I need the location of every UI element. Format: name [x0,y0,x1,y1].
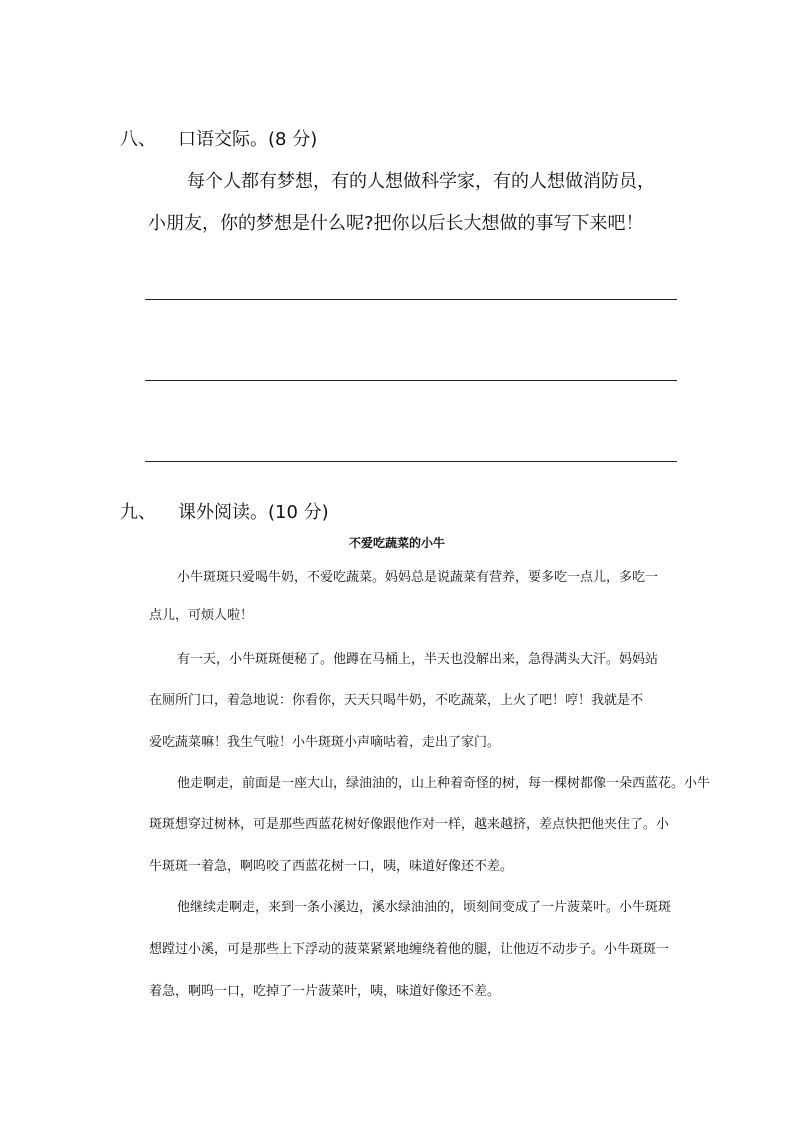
section-9-heading [120,501,329,525]
answer-line-2[interactable] [145,380,677,381]
story-line: 着急，啊呜一口，吃掉了一片菠菜叶，咦，味道好像还不差。 [149,984,501,999]
story-line: 在厕所门口，着急地说：你看你，天天只喝牛奶，不吃蔬菜，上火了吧！哼！我就是不 [149,693,644,708]
story-line: 他继续走啊走，来到一条小溪边，溪水绿油油的，顷刻间变成了一片菠菜叶。小牛斑斑 [177,900,672,915]
section-9-number: 九、 [120,502,156,523]
story-line: 斑斑想穿过树林，可是那些西蓝花树好像跟他作对一样，越来越挤，差点快把他夹住了。小 [149,817,670,832]
story-line: 小牛斑斑只爱喝牛奶，不爱吃蔬菜。妈妈总是说蔬菜有营养，要多吃一点儿，多吃一 [177,570,659,585]
answer-line-3[interactable] [145,461,677,462]
story-line: 有一天，小牛斑斑便秘了。他蹲在马桶上，半天也没解出来，急得满头大汗。妈妈站 [177,652,659,667]
story-line: 想蹚过小溪，可是那些上下浮动的菠菜紧紧地缠绕着他的腿，让他迈不动步子。小牛斑斑一 [149,942,670,957]
section-8-heading [120,128,317,152]
story-title: 不爱吃蔬菜的小牛 [348,536,445,550]
story-line: 牛斑斑一着急，啊呜咬了西蓝花树一口，咦，味道好像还不差。 [149,859,514,874]
section-8-title: 口语交际。(8 分) [178,129,318,150]
story-line: 他走啊走，前面是一座大山，绿油油的，山上种着奇怪的树，每一棵树都像一朵西蓝花。小牛 [177,776,711,791]
prompt-line-1: 每个人都有梦想，有的人想做科学家，有的人想做消防员， [187,171,655,192]
answer-line-1[interactable] [145,299,677,300]
section-9-title: 课外阅读。(10 分) [178,502,329,523]
story-line: 点儿，可烦人啦！ [149,608,254,623]
story-line: 爱吃蔬菜嘛！我生气啦！小牛斑斑小声嘀咕着，走出了家门。 [149,735,501,750]
prompt-line-2: 小朋友，你的梦想是什么呢?把你以后长大想做的事写下来吧！ [148,213,644,234]
section-8-number: 八、 [120,129,156,150]
